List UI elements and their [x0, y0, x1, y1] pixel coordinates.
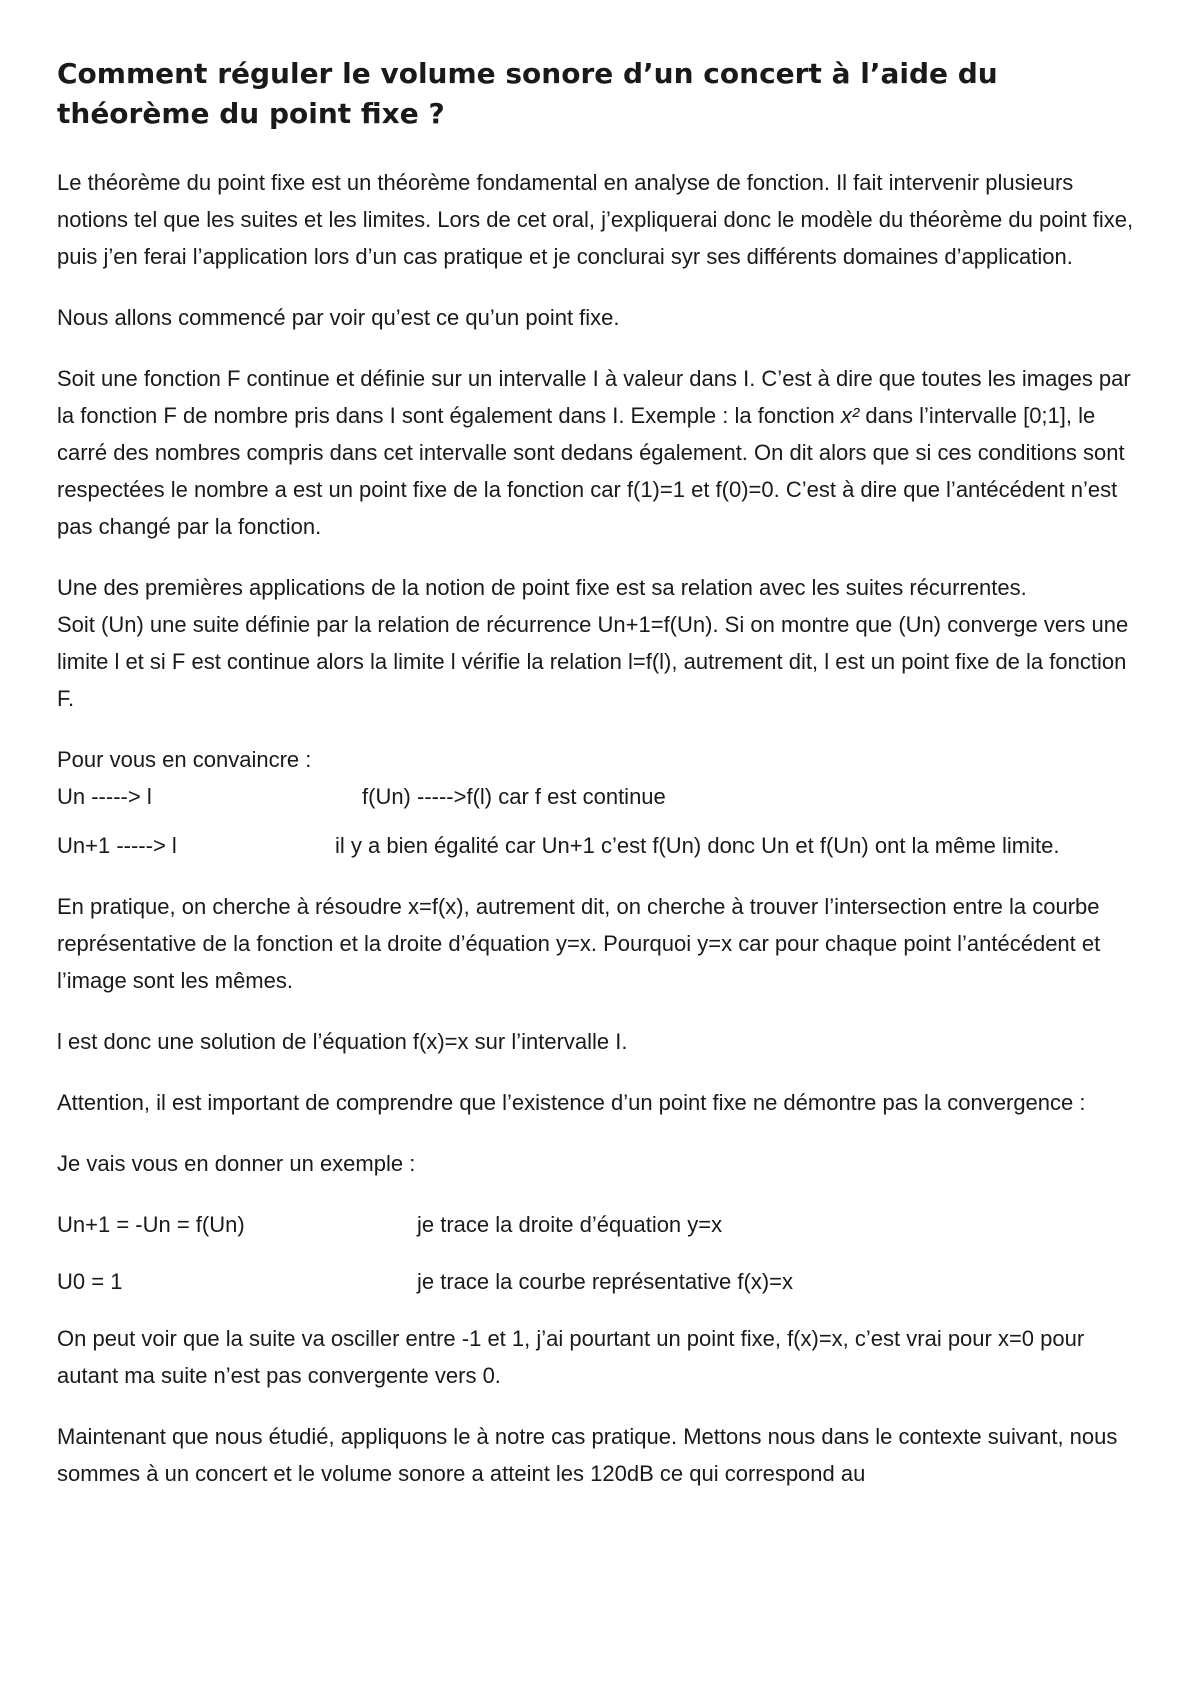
definition-text-b: dans l’intervalle [0;1], le carré des nombres compris dans cet intervalle sont dedans également. On dit alors que si ces conditions sont respectées le nombre a est un point fixe de la fonction car f(1)=1 et f(0)=0. C’est à dire que l’antécédent n’est pas changé par la fonction. — [57, 403, 1125, 539]
paragraph-sequences-intro: Une des premières applications de la notion de point fixe est sa relation avec les suites récurrentes. — [57, 575, 1027, 600]
paragraph-convince: Pour vous en convaincre : — [57, 747, 312, 772]
example-row-1 — [57, 1206, 1140, 1243]
paragraph-sequences: Soit (Un) une suite définie par la relation de récurrence Un+1=f(Un). Si on montre que (Un) converge vers une limite l et si F est continue alors la limite l vérifie la relation l=f(l), autrement dit, l est un point fixe de la fonction F. — [57, 612, 1129, 711]
limit-row-2 — [57, 827, 1140, 864]
limit-row-1 — [57, 778, 1140, 815]
limit-row-2-right: il y a bien égalité car Un+1 c’est f(Un) donc Un et f(Un) ont la même limite. — [335, 833, 1060, 858]
paragraph-example-intro: Je vais vous en donner un exemple : — [57, 1151, 416, 1176]
limit-row-2-left: Un+1 -----> l — [57, 833, 177, 858]
paragraph-definition — [57, 360, 1140, 545]
paragraph-practice: En pratique, on cherche à résoudre x=f(x), autrement dit, on cherche à trouver l’intersection entre la courbe représentative de la fonction et la droite d’équation y=x. Pourquoi y=x car pour chaque point l’antécédent et l’image sont les mêmes. — [57, 894, 1101, 993]
paragraph-oscillation: On peut voir que la suite va osciller entre -1 et 1, j’ai pourtant un point fixe, f(x)=x, c’est vrai pour x=0 pour autant ma suite n’est pas convergente vers 0. — [57, 1326, 1085, 1388]
example-row-2-right: je trace la courbe représentative f(x)=x — [417, 1269, 794, 1294]
paragraph-application: Maintenant que nous étudié, appliquons le à notre cas pratique. Mettons nous dans le contexte suivant, nous sommes à un concert et le volume sonore a atteint les 120dB ce qui correspond au — [57, 1424, 1118, 1486]
definition-text-a: Soit une fonction F continue et définie sur un intervalle I à valeur dans I. C’est à dire que toutes les images par la fonction F de nombre pris dans I sont également dans I. Exemple : la fonction — [57, 366, 1131, 428]
example-row-2-left: U0 = 1 — [57, 1269, 123, 1294]
limit-row-1-left: Un -----> l — [57, 784, 152, 809]
document-title: Comment réguler le volume sonore d’un concert à l’aide du théorème du point fixe ? — [57, 57, 998, 130]
example-row-1-right: je trace la droite d’équation y=x — [417, 1212, 723, 1237]
example-row-2 — [57, 1263, 1140, 1300]
paragraph-solution: l est donc une solution de l’équation f(x)=x sur l’intervalle I. — [57, 1029, 628, 1054]
paragraph-intro: Le théorème du point fixe est un théorème fondamental en analyse de fonction. Il fait intervenir plusieurs notions tel que les suites et les limites. Lors de cet oral, j’expliquerai donc le modèle du théorème du point fixe, puis j’en ferai l’application lors d’un cas pratique et je conclurai syr ses différents domaines d’application. — [57, 170, 1134, 269]
example-row-1-left: Un+1 = -Un = f(Un) — [57, 1212, 245, 1237]
paragraph-warning: Attention, il est important de comprendre que l’existence d’un point fixe ne démontre pas la convergence : — [57, 1090, 1086, 1115]
math-x-squared: x² — [840, 403, 860, 428]
limit-row-1-right: f(Un) ----->f(l) car f est continue — [362, 784, 666, 809]
paragraph-definition-intro: Nous allons commencé par voir qu’est ce qu’un point fixe. — [57, 305, 620, 330]
